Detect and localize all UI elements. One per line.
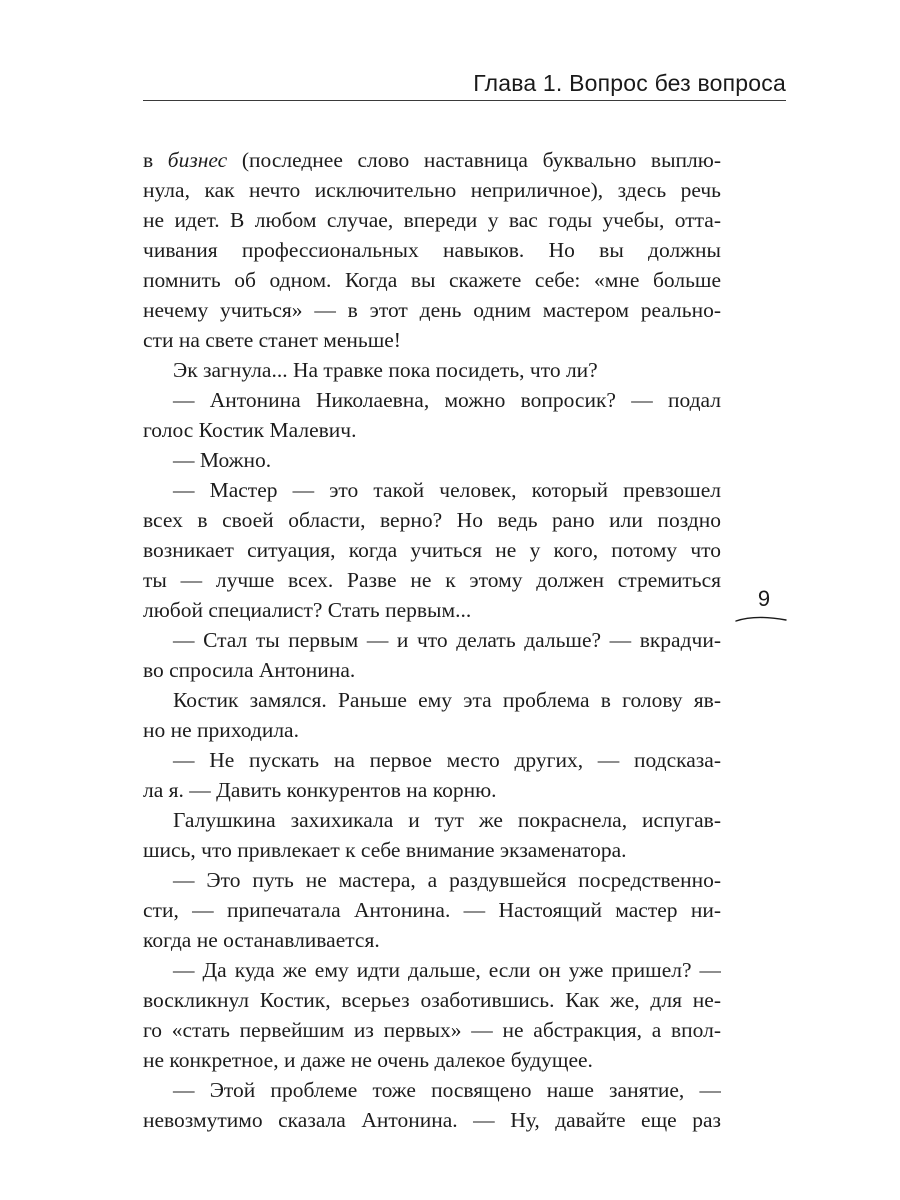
text-line: голос Костик Малевич. — [143, 418, 357, 442]
text-line: Костик замялся. Раньше ему эта проблема в голову яв- — [173, 688, 721, 712]
text-line: Галушкина захихикала и тут же покраснела, испугав- — [173, 808, 721, 832]
text-line: нула, как нечто исключительно неприличное), здесь речь — [143, 178, 721, 202]
text-line: когда не останавливается. — [143, 928, 380, 952]
text-line: возникает ситуация, когда учиться не у кого, потому что — [143, 538, 721, 562]
text-line: всех в своей области, верно? Но ведь рано или поздно — [143, 508, 721, 532]
text-line: — Можно. — [173, 448, 272, 472]
swash-stroke — [736, 617, 786, 621]
text-line: помнить об одном. Когда вы скажете себе: «мне больше — [143, 268, 721, 292]
page-number-swash — [734, 612, 788, 626]
text-line: нечему учиться» — в этот день одним мастером реально- — [143, 298, 721, 322]
page-number: 9 — [757, 586, 771, 611]
text-line: но не приходила. — [143, 718, 299, 742]
text-line: — Мастер — это такой человек, который превзошел — [173, 478, 721, 502]
text-line: — Не пускать на первое место других, — подсказа- — [173, 748, 721, 772]
text-line: Эк загнула... На травке пока посидеть, что ли? — [173, 358, 598, 382]
running-head: Глава 1. Вопрос без вопроса — [473, 70, 786, 96]
text-line: воскликнул Костик, всерьез озаботившись. Как же, для не- — [143, 988, 721, 1012]
text-line: — Стал ты первым — и что делать дальше? — вкрадчи- — [173, 628, 721, 652]
text-line — [143, 145, 721, 175]
text-line: ты — лучше всех. Разве не к этому должен стремиться — [143, 568, 721, 592]
text-line: во спросила Антонина. — [143, 658, 356, 682]
text-line: невозмутимо сказала Антонина. — Ну, давайте еще раз — [143, 1108, 721, 1132]
line-prefix: в — [143, 148, 168, 172]
text-line: — Антонина Николаевна, можно вопросик? — подал — [173, 388, 721, 412]
text-line: ла я. — Давить конкурентов на корню. — [143, 778, 497, 802]
text-line: — Да куда же ему идти дальше, если он уже пришел? — — [173, 958, 721, 982]
text-line: сти на свете станет меньше! — [143, 328, 401, 352]
text-line: не конкретное, и даже не очень далекое будущее. — [143, 1048, 593, 1072]
text-line: го «стать первейшим из первых» — не абстракция, а впол- — [143, 1018, 721, 1042]
text-line: не идет. В любом случае, впереди у вас годы учебы, отта- — [143, 208, 721, 232]
text-line: — Этой проблеме тоже посвящено наше занятие, — — [173, 1078, 721, 1102]
header-rule — [143, 100, 786, 101]
text-line: сти, — припечатала Антонина. — Настоящий мастер ни- — [143, 898, 721, 922]
text-line: шись, что привлекает к себе внимание экзаменатора. — [143, 838, 627, 862]
italic-word: бизнес — [167, 148, 228, 172]
text-line: чивания профессиональных навыков. Но вы должны — [143, 238, 721, 262]
text-line: любой специалист? Стать первым... — [143, 598, 472, 622]
line-rest: (последнее слово наставница буквально выплю- — [227, 148, 721, 172]
text-block — [143, 145, 721, 1135]
text-line: — Это путь не мастера, а раздувшейся посредственно- — [173, 868, 721, 892]
